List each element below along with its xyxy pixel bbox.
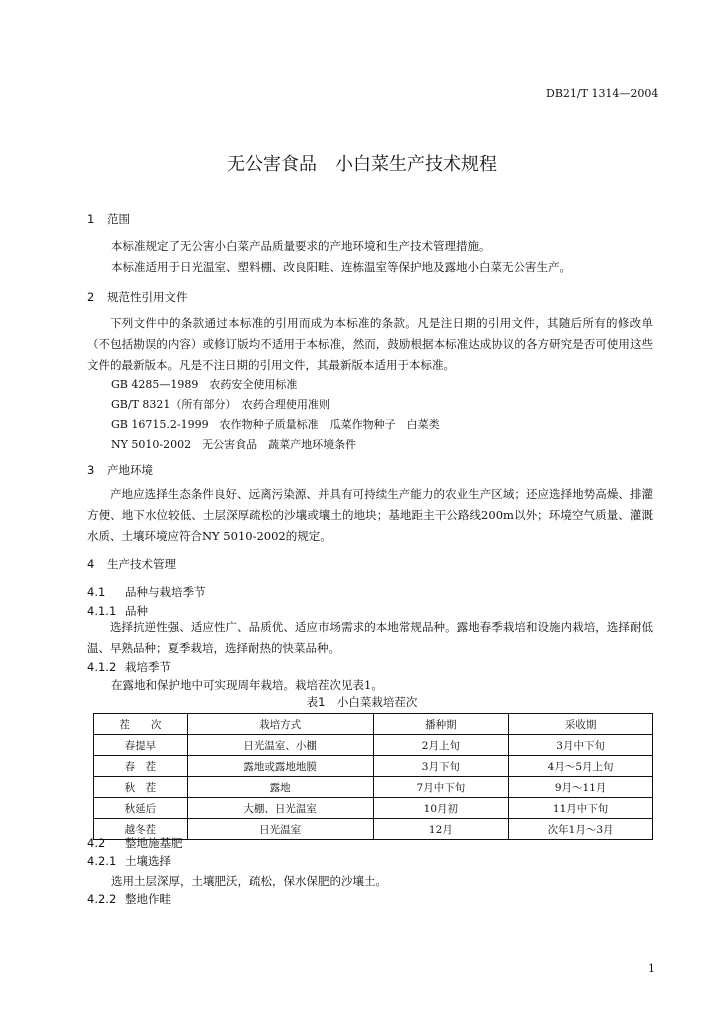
planting-schedule-table — [93, 713, 653, 840]
paragraph: 选择抗逆性强、适应性广、品质优、适应市场需求的本地常规品种。露地春季栽培和设施内栽培，选择耐低温、早熟品种；夏季栽培，选择耐热的快菜品种。 — [87, 620, 653, 655]
reference-item: GB 4285—1989 农药安全使用标准 — [111, 378, 298, 391]
section-number: 4.2.2 — [87, 892, 117, 906]
section-number: 4.2.1 — [87, 854, 117, 868]
table-cell: 秋 茬 — [94, 777, 188, 798]
section-number: 4 — [87, 557, 95, 571]
table-cell: 日光温室、小棚 — [187, 735, 373, 756]
reference-item: NY 5010-2002 无公害食品 蔬菜产地环境条件 — [111, 438, 357, 451]
table-cell: 春提早 — [94, 735, 188, 756]
table-cell: 秋延后 — [94, 798, 188, 819]
section-3-heading — [87, 462, 153, 478]
page-number: 1 — [648, 962, 655, 975]
reference-item: GB/T 8321（所有部分） 农药合理使用准则 — [111, 398, 330, 411]
table-cell: 露地 — [187, 777, 373, 798]
table-cell: 3月下旬 — [373, 756, 509, 777]
table-cell: 越冬茬 — [94, 819, 188, 840]
paragraph: 产地应选择生态条件良好、远离污染源、并具有可持续生产能力的农业生产区域；还应选择地势高燥、排灌方便、地下水位较低、土层深厚疏松的沙壤或壤土的地块；基地距主干公路线200m以外；环境空气质量、灌溉水质、土壤环境应符合NY 5010-2002的规定。 — [87, 487, 653, 543]
section-title: 整地作畦 — [125, 892, 171, 906]
column-header: 采收期 — [509, 714, 653, 735]
section-number: 4.2 — [87, 836, 106, 850]
section-4-heading — [87, 556, 176, 572]
section-title: 产地环境 — [107, 463, 153, 477]
paragraph: 本标准适用于日光温室、塑料棚、改良阳畦、连栋温室等保护地及露地小白菜无公害生产。 — [111, 260, 571, 274]
table-cell: 3月中下旬 — [509, 735, 653, 756]
table-cell: 春 茬 — [94, 756, 188, 777]
paragraph: 选用土层深厚，土壤肥沃，疏松，保水保肥的沙壤土。 — [111, 874, 387, 888]
section-title: 生产技术管理 — [107, 557, 176, 571]
column-header: 茬 次 — [94, 714, 188, 735]
subsection-4-1-2-heading — [87, 659, 171, 675]
table-cell: 大棚、日光温室 — [187, 798, 373, 819]
table-cell: 日光温室 — [187, 819, 373, 840]
paragraph: 下列文件中的条款通过本标准的引用而成为本标准的条款。凡是注日期的引用文件，其随后所有的修改单（不包括勘误的内容）或修订版均不适用于本标准，然而，鼓励根据本标准达成协议的各方研究是否可使用这些文件的最新版本。凡是不注日期的引用文件，其最新版本适用于本标准。 — [87, 316, 653, 372]
section-1-heading — [87, 211, 130, 227]
column-header: 播种期 — [373, 714, 509, 735]
table-row — [94, 777, 653, 798]
section-title: 范围 — [107, 212, 130, 226]
section-number: 4.1.1 — [87, 604, 117, 618]
section-number: 4.1 — [87, 585, 106, 599]
column-header: 栽培方式 — [187, 714, 373, 735]
table-cell: 2月上旬 — [373, 735, 509, 756]
table-cell: 9月～11月 — [509, 777, 653, 798]
paragraph: 在露地和保护地中可实现周年栽培。栽培茬次见表1。 — [111, 678, 383, 692]
document-code: DB21/T 1314—2004 — [546, 87, 659, 100]
section-number: 1 — [87, 212, 95, 226]
table-row — [94, 756, 653, 777]
section-title: 土壤选择 — [125, 854, 171, 868]
table-header-row — [94, 714, 653, 735]
section-2-heading — [87, 289, 188, 305]
section-title: 整地施基肥 — [125, 836, 183, 850]
section-title: 品种 — [125, 604, 148, 618]
section-number: 4.1.2 — [87, 660, 117, 674]
table-caption: 表1 小白菜栽培茬次 — [306, 695, 418, 709]
document-title: 无公害食品 小白菜生产技术规程 — [227, 154, 497, 175]
subsection-4-2-heading — [87, 835, 183, 851]
table-cell: 露地或露地地膜 — [187, 756, 373, 777]
subsection-4-2-1-heading — [87, 853, 171, 869]
paragraph: 本标准规定了无公害小白菜产品质量要求的产地环境和生产技术管理措施。 — [111, 239, 491, 253]
subsection-4-2-2-heading — [87, 891, 171, 907]
section-number: 3 — [87, 463, 95, 477]
table-row — [94, 798, 653, 819]
section-title: 栽培季节 — [125, 660, 171, 674]
section-title: 品种与栽培季节 — [125, 585, 206, 599]
reference-item: GB 16715.2-1999 农作物种子质量标准 瓜菜作物种子 白菜类 — [111, 418, 440, 431]
table-cell: 10月初 — [373, 798, 509, 819]
subsection-4-1-heading — [87, 584, 206, 600]
table-cell: 11月中下旬 — [509, 798, 653, 819]
section-number: 2 — [87, 290, 95, 304]
table-row — [94, 735, 653, 756]
section-title: 规范性引用文件 — [107, 290, 188, 304]
table-cell: 12月 — [373, 819, 509, 840]
table-cell: 4月～5月上旬 — [509, 756, 653, 777]
table-cell: 次年1月～3月 — [509, 819, 653, 840]
table-cell: 7月中下旬 — [373, 777, 509, 798]
